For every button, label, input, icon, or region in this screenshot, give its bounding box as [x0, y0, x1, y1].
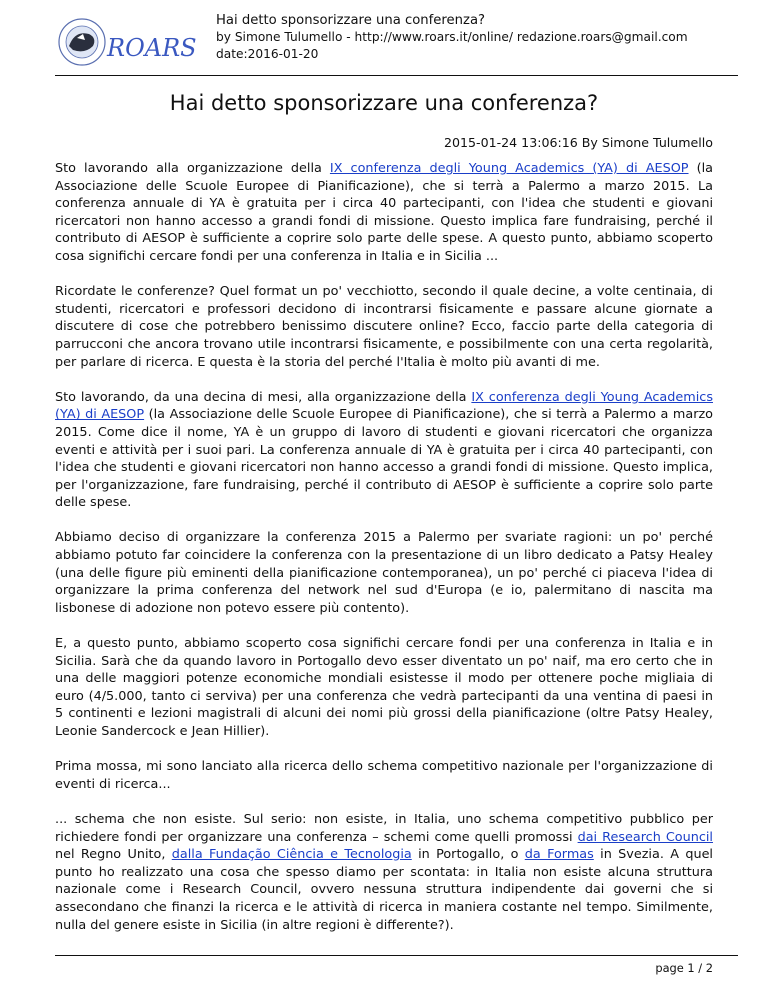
header-divider [55, 75, 738, 76]
paragraph-3: Sto lavorando, da una decina di mesi, alla organizzazione della IX conferenza degli Young Academics (YA) di AESOP (la Associazione delle Scuole Europee di Pianificazione), che si terrà a Palermo a marzo 2015. Come dice il nome, YA è un gruppo di lavoro di studenti e giovani ricercatori che organizza eventi e attività per i suoi pari. La conferenza annuale di YA è gratuita per i circa 40 partecipanti, con l'idea che studenti e giovani ricercatori non hanno accesso a grandi fondi di missione. Questo implica, per l'organizzazione, fare fundraising, perché il contributo di AESOP è sufficiente a coprire solo parte delle spese. [55, 389, 713, 511]
paragraph-5: E, a questo punto, abbiamo scoperto cosa significhi cercare fondi per una conferenza in Italia e in Sicilia. Sarà che da quando lavoro in Portogallo devo esser diventato un po' naif, ma ero certo che in una delle maggiori potenze economiche mondiali esistesse il modo per ottenere poche migliaia di euro (4/5.000, tanto ci serviva) per una conferenza che vedrà partecipanti da una ventina di paesi in 5 continenti e lezioni magistrali di alcuni dei nomi più grossi della pianificazione (oltre Patsy Healey, Leonie Sandercock e Jean Hillier). [55, 636, 713, 739]
roars-logo [55, 16, 205, 68]
paragraph-2: Ricordate le conferenze? Quel format un po' vecchiotto, secondo il quale decine, a volte centinaia, di studenti, ricercatori e professori decidono di incontrarsi fisicamente e passare alcune giornate a discutere di cose che potrebbero benissimo discutere online? Ecco, faccio parte della categoria di parrucconi che ancora trovano utile incontrarsi fisicamente, e possibilmente con una certa regolarità, per parlare di ricerca. E questa è la storia del perché l'Italia è molto più avanti di me. [55, 284, 713, 370]
header-byline: by Simone Tulumello - http://www.roars.it/online/ redazione.roars@gmail.com [216, 30, 688, 44]
header-text-block [216, 12, 688, 63]
article-title: Hai detto sponsorizzare una conferenza? [169, 91, 599, 115]
document-header [55, 12, 735, 68]
svg-text:ROARS: ROARS [107, 34, 197, 62]
header-title: Hai detto sponsorizzare una conferenza? [216, 13, 486, 28]
paragraph-6: Prima mossa, mi sono lanciato alla ricerca dello schema competitivo nazionale per l'organizzazione di eventi di ricerca... [55, 759, 713, 792]
aesop-conference-link-2[interactable]: IX conferenza degli Young Academics (YA) di AESOP [55, 389, 713, 423]
research-council-link[interactable]: dai Research Council [577, 829, 713, 845]
header-date: date:2016-01-20 [216, 47, 319, 61]
page-number: page 1 / 2 [655, 961, 713, 975]
paragraph-4: Abbiamo deciso di organizzare la conferenza 2015 a Palermo per svariate ragioni: un po' perché abbiamo potuto far coincidere la conferenza con la presentazione di un libro dedicato a Patsy Healey (una delle figure più eminenti della pianificazione contemporanea), un po' perché ci piaceva l'idea di organizzare la prima conferenza del network nel sud d'Europa (e io, palermitano di nascita ma lisbonese di adozione non potevo essere più contento). [55, 530, 713, 616]
fct-link[interactable]: dalla Fundação Ciência e Tecnologia [171, 847, 412, 863]
article-meta: 2015-01-24 13:06:16 By Simone Tulumello [443, 135, 713, 150]
paragraph-7: ... schema che non esiste. Sul serio: non esiste, in Italia, uno schema competitivo pubblico per richiedere fondi per organizzare una conferenza – schemi come quelli promossi dai Research Council nel Regno Unito, dalla Fundação Ciência e Tecnologia in Portogallo, o da Formas in Svezia. A quel punto ho realizzato una cosa che spesso diamo per scontata: in Italia non esiste alcuna struttura nazionale come i Research Council, ovvero nessuna struttura indipendente dai governi che si assecondano che finanzi la ricerca e le attività di ricerca in maniera costante nel tempo. Similmente, nulla del genere esiste in Sicilia (in altre regioni è differente?). [55, 811, 713, 933]
paragraph-1: Sto lavorando alla organizzazione della IX conferenza degli Young Academics (YA) di AESOP (la Associazione delle Scuole Europee di Pianificazione), che si terrà a Palermo a marzo 2015. La conferenza annuale di YA è gratuita per i circa 40 partecipanti, con l'idea che studenti e giovani ricercatori non hanno accesso a grandi fondi di missione. Questo implica fare fundraising, perché il contributo di AESOP è sufficiente a coprire solo parte delle spese. A questo punto, abbiamo scoperto cosa significhi cercare fondi per una conferenza in Italia e in Sicilia ... [55, 161, 713, 264]
footer-divider [55, 955, 738, 956]
aesop-conference-link-1[interactable]: IX conferenza degli Young Academics (YA) di AESOP [329, 161, 689, 176]
article-body [55, 160, 713, 952]
formas-link[interactable]: da Formas [524, 847, 594, 863]
